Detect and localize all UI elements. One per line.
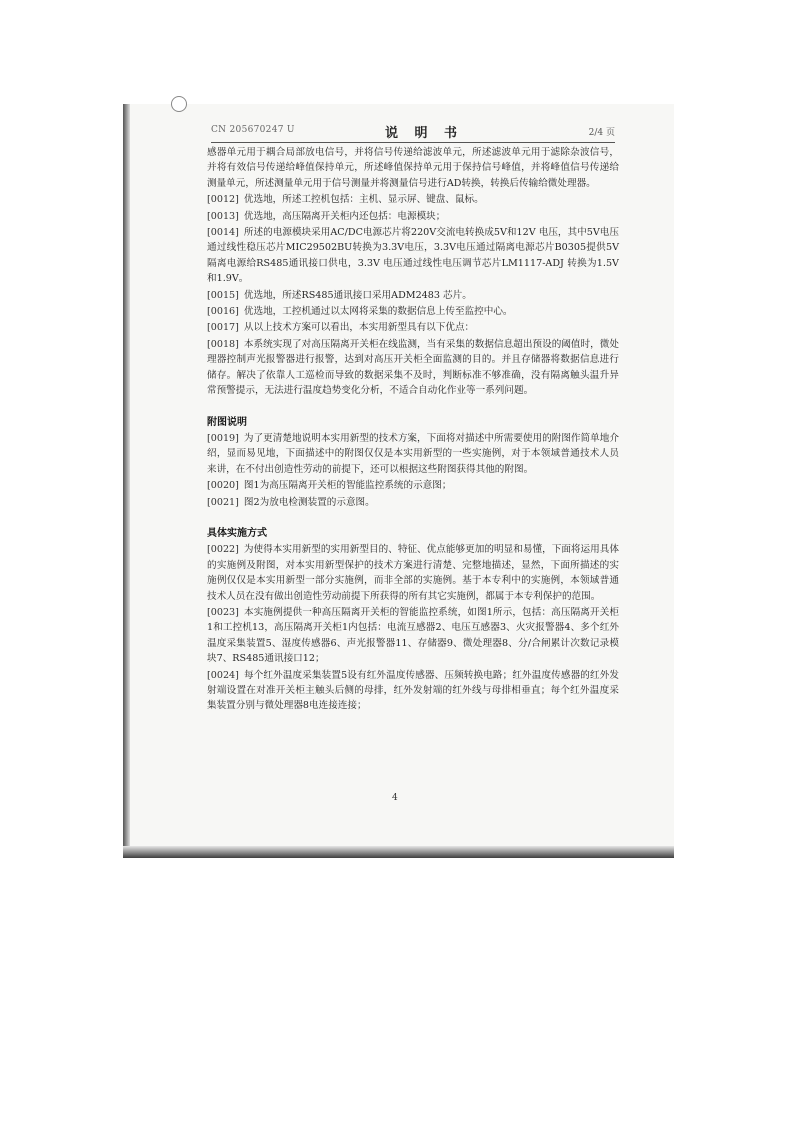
paragraph-number: [0012] xyxy=(207,194,239,206)
paragraph-number: [0013] xyxy=(207,210,239,222)
scan-shadow-bottom xyxy=(123,846,674,858)
section-heading-embodiment: 具体实施方式 xyxy=(207,527,267,539)
paragraph-text: 优选地，高压隔离开关柜内还包括：电源模块； xyxy=(243,210,446,222)
paragraph-text: 优选地，所述工控机包括：主机、显示屏、键盘、鼠标。 xyxy=(243,194,484,206)
paragraph-number: [0022] xyxy=(207,544,239,556)
paragraph-number: [0016] xyxy=(207,306,239,318)
paragraph xyxy=(207,431,619,477)
paragraph-number: [0023] xyxy=(207,606,239,618)
paragraph-group-b xyxy=(207,431,619,510)
paragraph-text: 从以上技术方案可以看出，本实用新型具有以下优点： xyxy=(243,322,475,334)
section-heading-figures: 附图说明 xyxy=(207,416,247,428)
page-header xyxy=(211,122,615,142)
paragraph-text: 图2为放电检测装置的示意图。 xyxy=(243,496,375,508)
paragraph-number: [0014] xyxy=(207,227,239,239)
document-body xyxy=(207,145,619,714)
document-title: 说 明 书 xyxy=(385,126,464,141)
page-indicator: 2/4 页 xyxy=(588,128,615,138)
paragraph-text: 为了更清楚地说明本实用新型的技术方案，下面将对描述中所需要使用的附图作简单地介绍，显而易见地，下面描述中的附图仅仅是本实用新型的一些实施例，对于本领域普通技术人员来讲，在不付出创造性劳动的前提下，还可以根据这些附图获得其他的附图。 xyxy=(207,432,619,475)
binder-hole xyxy=(171,96,187,112)
paragraph-group-a xyxy=(207,192,619,398)
paragraph-number: [0019] xyxy=(207,432,239,444)
paragraph-number: [0021] xyxy=(207,496,239,508)
paragraph-number: [0017] xyxy=(207,322,239,334)
paragraph-text: 所述的电源模块采用AC/DC电源芯片将220V交流电转换成5V和12V 电压，其中5V电压通过线性稳压芯片MIC29502BU转换为3.3V电压，3.3V电压通过隔离电源芯片B0305提供5V隔离电源给RS485通讯接口供电，3.3V 电压通过线性电压调节芯片LM1117-ADJ 转换为1.5V和1.9V。 xyxy=(207,227,619,285)
paragraph xyxy=(207,542,619,604)
scan-shadow-left xyxy=(123,104,130,858)
paragraph-text: 本实施例提供一种高压隔离开关柜的智能监控系统，如图1所示，包括：高压隔离开关柜1和工控机13，高压隔离开关柜1内包括：电流互感器2、电压互感器3、火灾报警器4、多个红外温度采集装置5、湿度传感器6、声光报警器11、存储器9、微处理器8、分/合闸累计次数记录模块7、RS485通讯接口12； xyxy=(207,606,619,665)
patent-number: CN 205670247 U xyxy=(211,125,295,135)
paragraph xyxy=(207,209,619,224)
paragraph xyxy=(207,304,619,319)
paragraph xyxy=(207,668,619,714)
paragraph xyxy=(207,225,619,287)
paragraph xyxy=(207,192,619,207)
paragraph xyxy=(207,337,619,399)
paragraph-group-c xyxy=(207,542,619,713)
header-rule xyxy=(211,142,615,143)
paragraph-text: 每个红外温度采集装置5设有红外温度传感器、压频转换电路；红外温度传感器的红外发射端设置在对准开关柜主触头后侧的母排，红外发射端的红外线与母排相垂直；每个红外温度采集装置分别与微处理器8电连接连接； xyxy=(207,669,619,712)
paragraph-number: [0020] xyxy=(207,480,239,492)
continuation-text: 感器单元用于耦合局部放电信号，并将信号传递给滤波单元，所述滤波单元用于滤除杂波信号，并将有效信号传递给峰值保持单元，所述峰值保持单元用于保持信号峰值，并将峰值信号传递给测量单元，所述测量单元用于信号测量并将测量信号进行AD转换，转换后传输给微处理器。 xyxy=(207,147,619,189)
paragraph xyxy=(207,495,619,510)
paragraph xyxy=(207,605,619,667)
paragraph-text: 优选地，工控机通过以太网将采集的数据信息上传至监控中心。 xyxy=(243,306,513,318)
paragraph xyxy=(207,288,619,303)
paragraph-number: [0018] xyxy=(207,338,239,350)
paragraph-text: 为使得本实用新型的实用新型目的、特征、优点能够更加的明显和易懂，下面将运用具体的实施例及附图，对本实用新型保护的技术方案进行清楚、完整地描述，显然，下面所描述的实施例仅仅是本实用新型一部分实施例，而非全部的实施例。基于本专利中的实施例，本领域普通技术人员在没有做出创造性劳动前提下所获得的所有其它实施例，都属于本专利保护的范围。 xyxy=(207,544,619,602)
paragraph xyxy=(207,478,619,493)
paragraph-number: [0024] xyxy=(207,669,239,681)
paragraph xyxy=(207,320,619,335)
paragraph-text: 本系统实现了对高压隔离开关柜在线监测，当有采集的数据信息超出预设的阈值时，微处理器控制声光报警器进行报警，达到对高压开关柜全面监测的目的。并且存储器将数据信息进行储存。解决了依靠人工巡检而导致的数据采集不及时，判断标准不够准确，没有隔离触头温升异常预警提示，无法进行温度趋势变化分析，不适合自动化作业等一系列问题。 xyxy=(207,338,619,397)
paragraph-text: 优选地，所述RS485通讯接口采用ADM2483 芯片。 xyxy=(243,289,472,301)
page-number: 4 xyxy=(392,793,398,803)
paragraph-number: [0015] xyxy=(207,289,239,301)
paragraph-text: 图1为高压隔离开关柜的智能监控系统的示意图； xyxy=(243,480,452,492)
